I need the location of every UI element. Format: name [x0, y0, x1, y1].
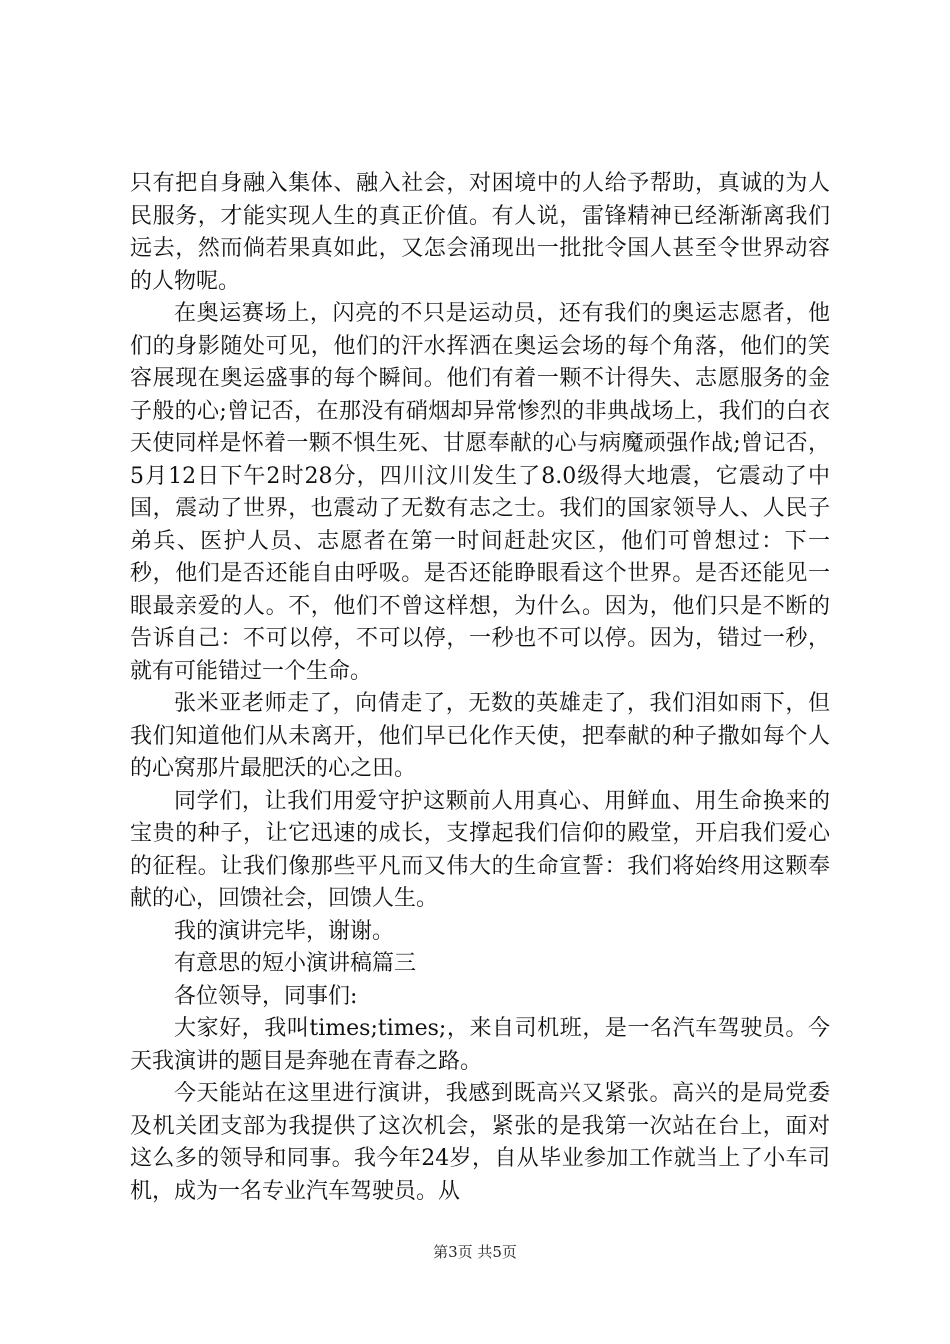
document-body: [130, 168, 830, 1208]
paragraph: 大家好，我叫times;times;，来自司机班，是一名汽车驾驶员。今天我演讲的题目是奔驰在青春之路。: [130, 1016, 830, 1074]
salutation: 各位领导，同事们:: [174, 983, 358, 1009]
paragraph: 只有把自身融入集体、融入社会，对困境中的人给予帮助，真诚的为人民服务，才能实现人生的真正价值。有人说，雷锋精神已经渐渐离我们远去，然而倘若果真如此，又怎会涌现出一批批令国人甚至令世界动容的人物呢。: [130, 171, 830, 294]
paragraph: 张米亚老师走了，向倩走了，无数的英雄走了，我们泪如雨下，但我们知道他们从未离开，他们早已化作天使，把奉献的种子撒如每个人的心窝那片最肥沃的心之田。: [130, 691, 830, 781]
paragraph: 我的演讲完毕，谢谢。: [174, 918, 395, 944]
paragraph: 在奥运赛场上，闪亮的不只是运动员，还有我们的奥运志愿者，他们的身影随处可见，他们的汗水挥洒在奥运会场的每个角落，他们的笑容展现在奥运盛事的每个瞬间。他们有着一颗不计得失、志愿服务的金子般的心;曾记否，在那没有硝烟却异常惨烈的非典战场上，我们的白衣天使同样是怀着一颗不惧生死、甘愿奉献的心与病魔顽强作战;曾记否，5月12日下午2时28分，四川汶川发生了8.0级得大地震，它震动了中国，震动了世界，也震动了无数有志之士。我们的国家领导人、人民子弟兵、医护人员、志愿者在第一时间赶赴灾区，他们可曾想过：下一秒，他们是否还能自由呼吸。是否还能睁眼看这个世界。是否还能见一眼最亲爱的人。不，他们不曾这样想，为什么。因为，他们只是不断的告诉自己：不可以停，不可以停，一秒也不可以停。因为，错过一秒，就有可能错过一个生命。: [130, 301, 830, 684]
paragraph: 同学们，让我们用爱守护这颗前人用真心、用鲜血、用生命换来的宝贵的种子，让它迅速的成长，支撑起我们信仰的殿堂，开启我们爱心的征程。让我们像那些平凡而又伟大的生命宣誓：我们将始终用这颗奉献的心，回馈社会，回馈人生。: [130, 788, 830, 911]
paragraph: 今天能站在这里进行演讲，我感到既高兴又紧张。高兴的是局党委及机关团支部为我提供了这次机会，紧张的是我第一次站在台上，面对这么多的领导和同事。我今年24岁，自从毕业参加工作就当上了小车司机，成为一名专业汽车驾驶员。从: [130, 1081, 830, 1204]
section-title: 有意思的短小演讲稿篇三: [174, 951, 417, 976]
page-number-footer: 第3页 共5页: [433, 1243, 517, 1261]
